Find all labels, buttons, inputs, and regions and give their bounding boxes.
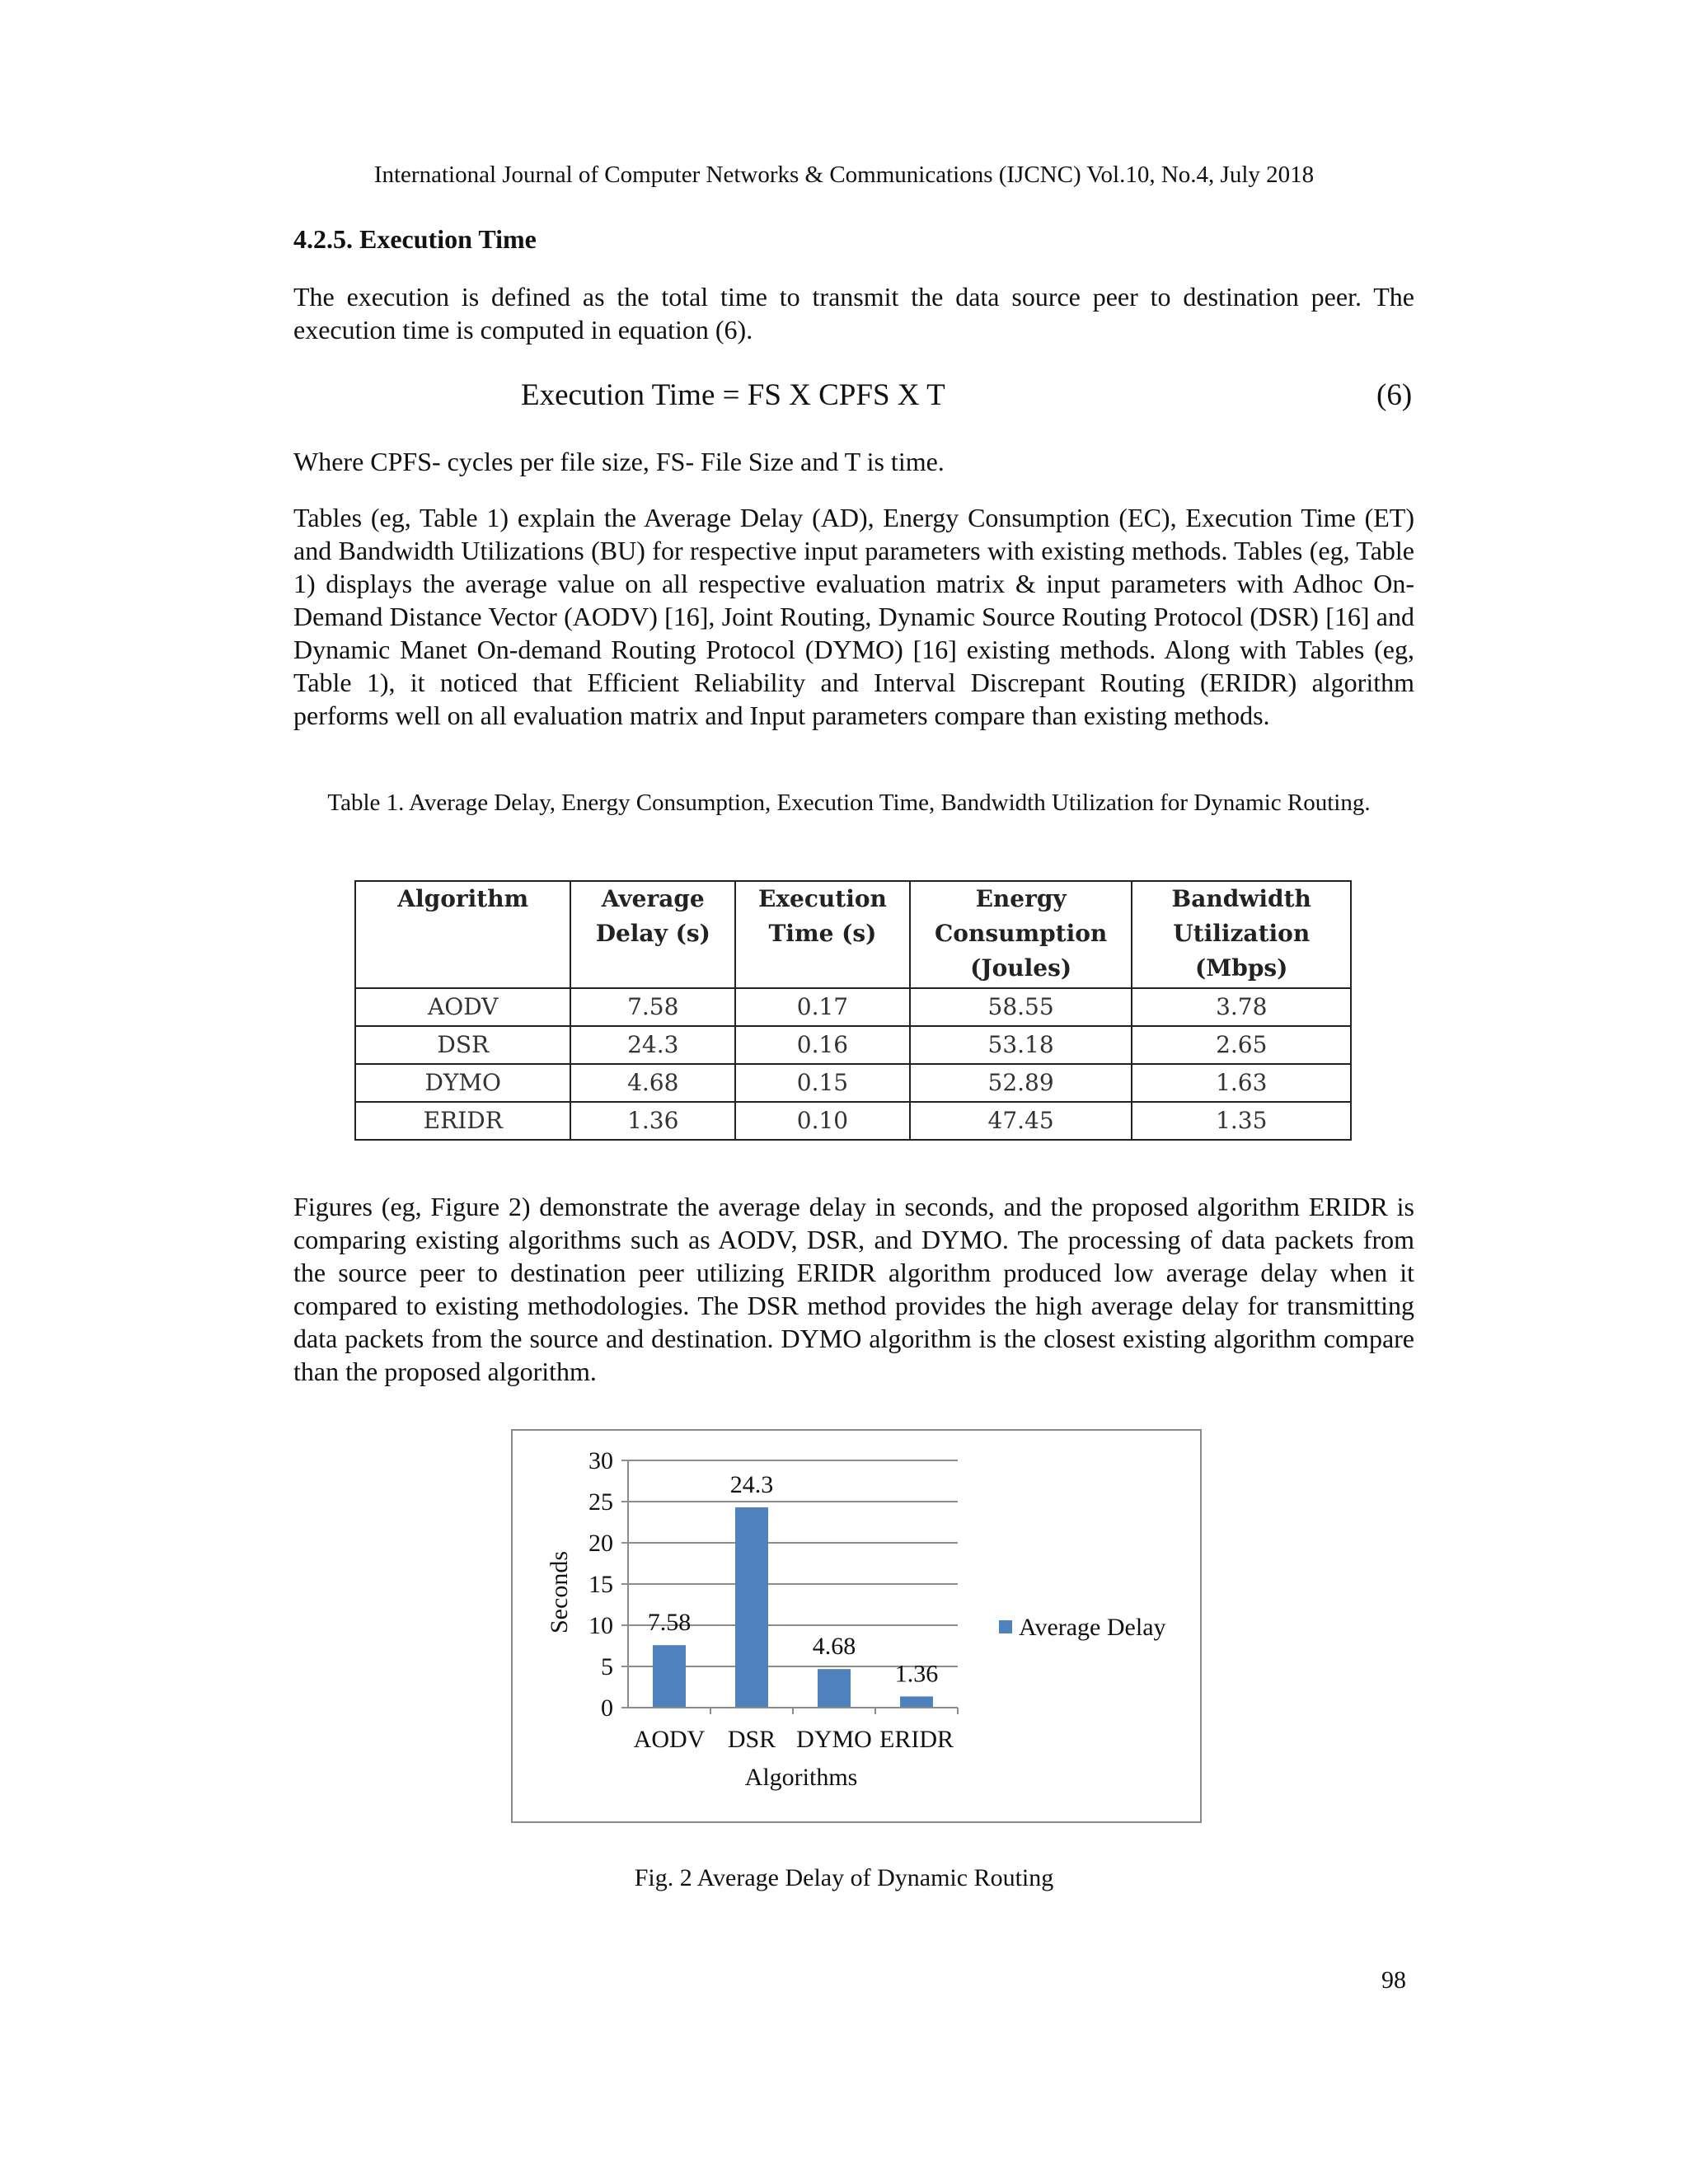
journal-header: International Journal of Computer Networks & Communications (IJCNC) Vol.10, No.4, July 2018 bbox=[373, 162, 1315, 188]
table-row bbox=[355, 988, 1351, 1026]
table-cell: 0.10 bbox=[735, 1102, 910, 1140]
x-axis-title: Algorithms bbox=[744, 1764, 858, 1791]
y-tick-label: 25 bbox=[588, 1488, 613, 1516]
section-title: 4.2.5. Execution Time bbox=[293, 224, 537, 254]
table-cell: AODV bbox=[355, 988, 570, 1026]
data-label: 24.3 bbox=[729, 1471, 774, 1498]
data-label: 7.58 bbox=[647, 1609, 692, 1637]
bar bbox=[735, 1507, 768, 1708]
table-row bbox=[355, 1026, 1351, 1064]
table-cell: 7.58 bbox=[570, 988, 735, 1026]
table-row bbox=[355, 1064, 1351, 1102]
paragraph-where: Where CPFS- cycles per file size, FS- File Size and T is time. bbox=[293, 447, 945, 476]
table-header-cell: Execution Time (s) bbox=[735, 881, 910, 988]
table-cell: 1.35 bbox=[1132, 1102, 1351, 1140]
y-tick-label: 0 bbox=[601, 1694, 613, 1722]
table-cell: ERIDR bbox=[355, 1102, 570, 1140]
data-label: 1.36 bbox=[894, 1660, 939, 1688]
x-tick-label: AODV bbox=[633, 1726, 706, 1753]
table-cell: 3.78 bbox=[1132, 988, 1351, 1026]
table-header-cell: Energy Consumption (Joules) bbox=[910, 881, 1132, 988]
table-header-row bbox=[355, 881, 1351, 988]
y-tick-label: 20 bbox=[588, 1530, 613, 1557]
table-cell: DYMO bbox=[355, 1064, 570, 1102]
table-cell: 58.55 bbox=[910, 988, 1132, 1026]
table-cell: 0.15 bbox=[735, 1064, 910, 1102]
y-tick-label: 5 bbox=[601, 1653, 613, 1680]
page-number: 98 bbox=[1381, 1966, 1406, 1994]
bar bbox=[818, 1669, 851, 1708]
table-cell: 4.68 bbox=[570, 1064, 735, 1102]
y-tick-label: 30 bbox=[588, 1447, 613, 1474]
figure-frame bbox=[511, 1429, 1202, 1823]
x-tick-label: DYMO bbox=[796, 1726, 872, 1753]
legend-swatch bbox=[999, 1620, 1012, 1633]
equation: Execution Time = FS X CPFS X T bbox=[521, 378, 945, 412]
paragraph-figures: Figures (eg, Figure 2) demonstrate the average delay in seconds, and the proposed algorithm ERIDR is comparing existing algorithms such as AODV, DSR, and DYMO. The processing of data packets from the source peer to destination peer utilizing ERIDR algorithm produced low average delay when it compared to existing methodologies. The DSR method provides the high average delay for transmitting data packets from the source and destination. DYMO algorithm is the closest existing algorithm compare than the proposed algorithm. bbox=[293, 1192, 1414, 1386]
table-header-cell: Bandwidth Utilization (Mbps) bbox=[1132, 881, 1351, 988]
table-cell: 1.36 bbox=[570, 1102, 735, 1140]
legend-label: Average Delay bbox=[1019, 1614, 1166, 1641]
bar bbox=[653, 1645, 686, 1708]
results-table bbox=[354, 880, 1352, 1141]
equation-number: (6) bbox=[1376, 378, 1413, 412]
paragraph-definition: The execution is defined as the total time to transmit the data source peer to destination peer. The execution time is computed in equation (6). bbox=[293, 282, 1414, 344]
table-cell: 53.18 bbox=[910, 1026, 1132, 1064]
bar bbox=[900, 1696, 933, 1708]
table-caption: Table 1. Average Delay, Energy Consumption, Execution Time, Bandwidth Utilization for Dynamic Routing. bbox=[327, 790, 1371, 816]
table-cell: DSR bbox=[355, 1026, 570, 1064]
data-label: 4.68 bbox=[812, 1633, 856, 1661]
x-tick-label: DSR bbox=[727, 1726, 776, 1753]
table-cell: 24.3 bbox=[570, 1026, 735, 1064]
table-cell: 0.17 bbox=[735, 988, 910, 1026]
table-cell: 47.45 bbox=[910, 1102, 1132, 1140]
average-delay-chart bbox=[513, 1431, 1200, 1821]
table-cell: 52.89 bbox=[910, 1064, 1132, 1102]
table-row bbox=[355, 1102, 1351, 1140]
table-header-cell: Algorithm bbox=[355, 881, 570, 988]
y-axis-title: Seconds bbox=[546, 1551, 573, 1633]
figure-caption: Fig. 2 Average Delay of Dynamic Routing bbox=[634, 1864, 1054, 1891]
y-tick-label: 10 bbox=[588, 1612, 613, 1639]
y-tick-label: 15 bbox=[588, 1571, 613, 1598]
paragraph-tables: Tables (eg, Table 1) explain the Average Delay (AD), Energy Consumption (EC), Execution Time (ET) and Bandwidth Utilizations (BU) for respective input parameters with existing methods. Tables (eg, Table 1) displays the average value on all respective evaluation matrix & input parameters with Adhoc On-Demand Distance Vector (AODV) [16], Joint Routing, Dynamic Source Routing Protocol (DSR) [16] and Dynamic Manet On-demand Routing Protocol (DYMO) [16] existing methods. Along with Tables (eg, Table 1), it noticed that Efficient Reliability and Interval Discrepant Routing (ERIDR) algorithm performs well on all evaluation matrix and Input parameters compare than existing methods. bbox=[293, 503, 1414, 730]
table-cell: 0.16 bbox=[735, 1026, 910, 1064]
table-cell: 2.65 bbox=[1132, 1026, 1351, 1064]
table-cell: 1.63 bbox=[1132, 1064, 1351, 1102]
x-tick-label: ERIDR bbox=[879, 1726, 954, 1753]
table-header-cell: Average Delay (s) bbox=[570, 881, 735, 988]
